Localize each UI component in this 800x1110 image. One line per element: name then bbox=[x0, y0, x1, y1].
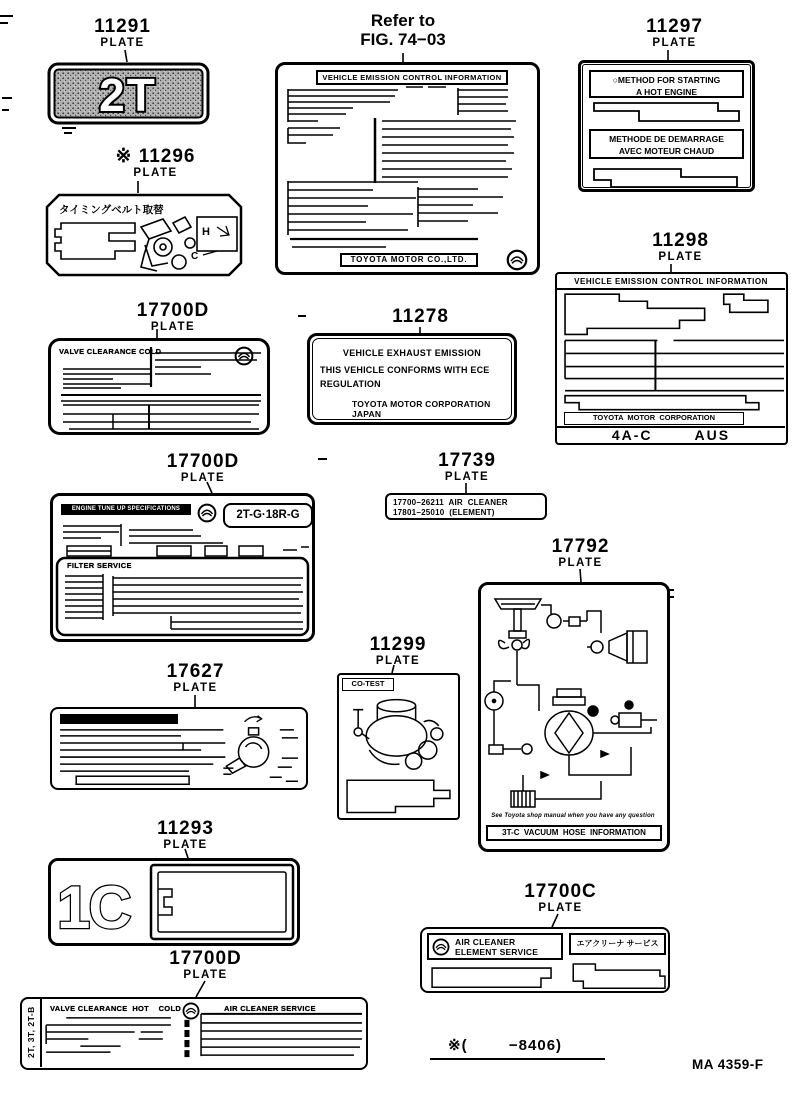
callout-17627 bbox=[128, 662, 263, 695]
part-number: 11291 bbox=[94, 16, 151, 37]
air-cleaner-service-box-jp: エアクリーナ サービス bbox=[569, 933, 666, 955]
callout-11291 bbox=[70, 17, 175, 50]
plate-17627 bbox=[50, 707, 308, 790]
callout-11296 bbox=[93, 147, 218, 180]
hot-start-box-fr bbox=[589, 129, 744, 159]
plate-emission-center bbox=[275, 62, 540, 275]
callout-11293 bbox=[128, 819, 243, 852]
part-number: 11297 bbox=[646, 16, 703, 37]
exhaust-line1: VEHICLE EXHAUST EMISSION bbox=[342, 348, 482, 358]
plate-17700d3-lines bbox=[22, 999, 366, 1068]
plate-11298 bbox=[555, 272, 788, 445]
part-number: 11298 bbox=[652, 230, 709, 251]
refer-note-line1: Refer to bbox=[370, 11, 436, 30]
plate-11296 bbox=[45, 193, 243, 277]
part-label: PLATE bbox=[133, 167, 178, 179]
applicability-footnote: ※( −8406) bbox=[448, 1037, 563, 1054]
exhaust-line2: THIS VEHICLE CONFORMS WITH ECE bbox=[320, 365, 490, 375]
filter-service-header: FILTER SERVICE bbox=[67, 561, 132, 570]
engine-badge-1c: 1C bbox=[57, 874, 130, 941]
timing-belt-title: タイミングベルト取替 bbox=[59, 204, 164, 216]
engine-market-row bbox=[557, 427, 785, 442]
exhaust-line4: TOYOTA MOTOR CORPORATION JAPAN bbox=[352, 399, 491, 419]
plate-17792 bbox=[478, 582, 670, 852]
part-label: PLATE bbox=[558, 557, 603, 569]
engine-list-vertical: 2T, 3T, 2T-B bbox=[26, 1006, 36, 1058]
part-number: ※ 11296 bbox=[115, 146, 196, 167]
part-number: 17700D bbox=[136, 300, 210, 321]
callout-11299 bbox=[343, 635, 453, 668]
plate-11278 bbox=[307, 333, 517, 425]
toyota-logo-icon bbox=[506, 249, 528, 271]
part-label: PLATE bbox=[100, 37, 145, 49]
hot-start-fr-line1: METHODE DE DEMARRAGE bbox=[609, 134, 724, 144]
plate-11293 bbox=[48, 858, 300, 946]
callout-11278 bbox=[368, 307, 473, 327]
emission-label-header: VEHICLE EMISSION CONTROL INFORMATION bbox=[316, 70, 508, 85]
vacuum-note: See Toyota shop manual when you have any question bbox=[491, 813, 655, 819]
part-label: PLATE bbox=[652, 37, 697, 49]
plate-17739 bbox=[385, 493, 547, 520]
part-label: PLATE bbox=[538, 902, 583, 914]
air-cleaner-part-line2: 17801−25010 (ELEMENT) bbox=[393, 508, 495, 517]
plate-11296-art bbox=[45, 193, 243, 277]
part-number: 17739 bbox=[438, 450, 496, 471]
air-cleaner-part-line1: 17700−26211 AIR CLEANER bbox=[393, 498, 508, 507]
plate-11299 bbox=[337, 673, 460, 820]
plate-17700d1-lines bbox=[51, 341, 267, 432]
plate-11293-art bbox=[51, 861, 297, 943]
part-label: PLATE bbox=[658, 251, 703, 263]
part-label: PLATE bbox=[163, 839, 208, 851]
engine-models-box: 2T-G·18R-G bbox=[223, 503, 313, 528]
part-label: PLATE bbox=[180, 472, 226, 484]
maker-box: TOYOTA MOTOR CORPORATION bbox=[564, 412, 744, 425]
plate-17700c bbox=[420, 927, 670, 993]
callout-17700d-2 bbox=[138, 452, 268, 485]
plate-17700d-3 bbox=[20, 997, 368, 1070]
callout-17792 bbox=[518, 537, 643, 570]
plate-17700c-lines bbox=[422, 929, 668, 991]
diagram-mark-c: C bbox=[191, 251, 199, 262]
carburetor-drawing bbox=[339, 675, 458, 818]
refer-note bbox=[338, 11, 468, 50]
part-label: PLATE bbox=[150, 321, 196, 333]
engine-badge-2t: 2T bbox=[99, 69, 157, 121]
plate-17700d-1 bbox=[48, 338, 270, 435]
air-cleaner-en-line1: AIR CLEANER bbox=[455, 937, 516, 947]
plate-11291-art bbox=[47, 62, 210, 125]
footnote-underline bbox=[430, 1058, 605, 1060]
callout-17700d-1 bbox=[108, 301, 238, 334]
engine-code: 4A-C bbox=[611, 427, 653, 443]
part-label: PLATE bbox=[444, 471, 490, 483]
co-test-tag: CO-TEST bbox=[342, 678, 394, 691]
valve-clearance-header: VALVE CLEARANCE HOT COLD bbox=[50, 1004, 182, 1013]
plate-17627-lines bbox=[52, 709, 306, 788]
air-cleaner-en-line2: ELEMENT SERVICE bbox=[455, 947, 539, 957]
part-number: 17700D bbox=[166, 451, 240, 472]
callout-17700d-3 bbox=[138, 949, 273, 982]
maker-box: TOYOTA MOTOR CO.,LTD. bbox=[340, 253, 478, 267]
part-number: 11293 bbox=[157, 818, 214, 839]
part-number: 17627 bbox=[166, 661, 225, 682]
hot-start-en-line1: ○METHOD FOR STARTING bbox=[612, 75, 721, 85]
part-number: 11278 bbox=[392, 306, 449, 327]
refer-note-line2: FIG. 74−03 bbox=[360, 30, 446, 49]
callout-11298 bbox=[618, 231, 743, 264]
hot-start-fr-line2: AVEC MOTEUR CHAUD bbox=[618, 146, 715, 156]
market-code: AUS bbox=[694, 427, 731, 443]
diagram-mark-h: H bbox=[202, 226, 210, 238]
emission-label-header: VEHICLE EMISSION CONTROL INFORMATION bbox=[557, 276, 785, 290]
air-cleaner-service-header: AIR CLEANER SERVICE bbox=[224, 1004, 316, 1013]
figure-code: MA 4359-F bbox=[692, 1057, 764, 1072]
callout-11297 bbox=[612, 17, 737, 50]
part-label: PLATE bbox=[183, 969, 228, 981]
callout-17739 bbox=[412, 451, 522, 484]
hot-start-en-line2: A HOT ENGINE bbox=[635, 87, 698, 97]
part-label: PLATE bbox=[375, 655, 421, 667]
part-label: PLATE bbox=[173, 682, 218, 694]
plate-17700d-2 bbox=[50, 493, 315, 642]
plate-11297-lines bbox=[581, 63, 752, 189]
vacuum-footer-bar: 3T-C VACUUM HOSE INFORMATION bbox=[486, 825, 662, 841]
part-number: 11299 bbox=[369, 634, 427, 655]
callout-17700c bbox=[493, 882, 628, 915]
part-number: 17700D bbox=[169, 948, 242, 969]
emission-label-lines bbox=[278, 65, 537, 272]
plate-11297 bbox=[578, 60, 755, 192]
plate-11291 bbox=[47, 62, 210, 125]
part-number: 17792 bbox=[551, 536, 610, 557]
vacuum-hose-diagram bbox=[481, 585, 667, 849]
part-number: 17700C bbox=[524, 881, 597, 902]
valve-clearance-header: VALVE CLEARANCE COLD bbox=[59, 347, 162, 356]
tuneup-header-bar: ENGINE TUNE UP SPECIFICATIONS bbox=[61, 504, 191, 515]
exhaust-line3: REGULATION bbox=[320, 379, 381, 389]
air-cleaner-drawing bbox=[223, 716, 298, 782]
